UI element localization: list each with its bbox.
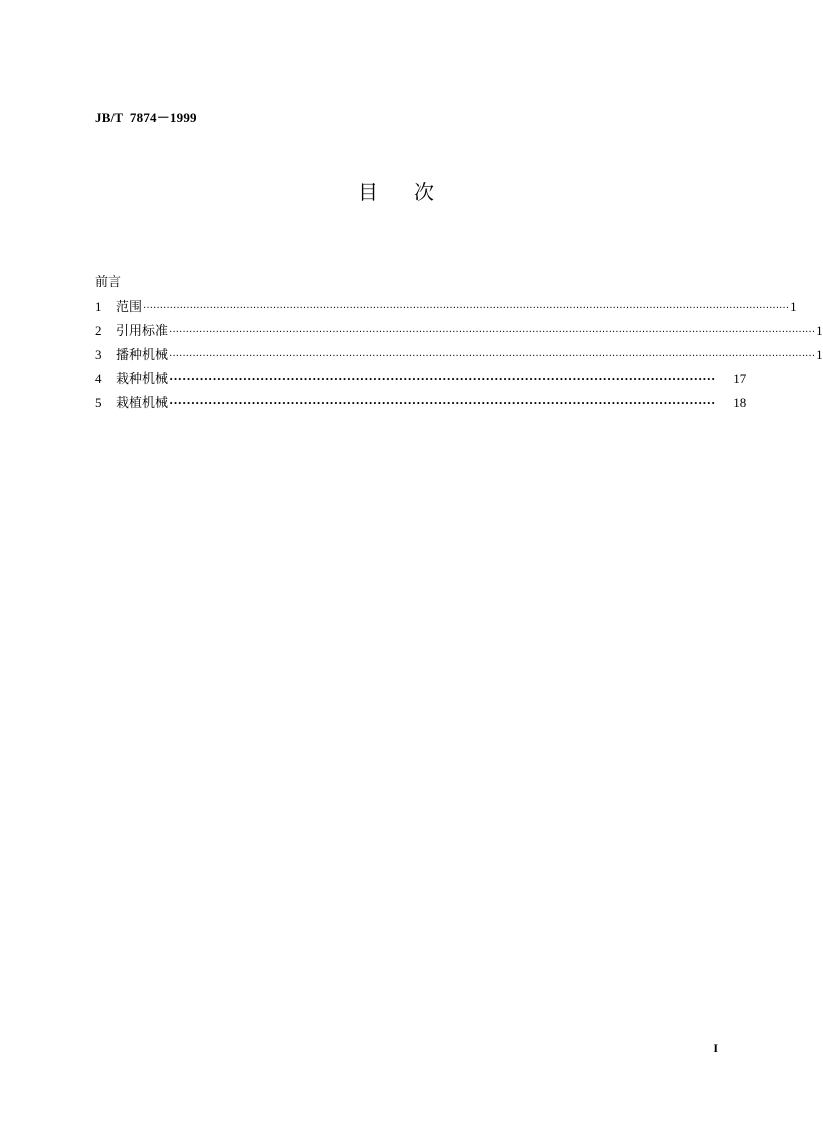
- toc-leader-dots: ··································································································································································································: [169, 327, 816, 338]
- toc-entry-label: 栽种机械: [116, 372, 169, 387]
- toc-entry-2[interactable]: [95, 321, 823, 345]
- standard-number: JB/T 7874－1999: [95, 110, 197, 125]
- toc-entry-page: 1: [790, 299, 797, 314]
- toc-entry-number: 3: [95, 347, 102, 362]
- toc-leader-dots: ··································································································································································································: [169, 351, 816, 362]
- toc-entry-1[interactable]: [95, 297, 797, 321]
- table-of-contents: [95, 273, 823, 417]
- toc-leader-dots: ··································································································································································································: [143, 303, 790, 314]
- toc-preface[interactable]: 前言: [95, 275, 122, 290]
- toc-entry-number: 2: [95, 323, 102, 338]
- toc-entry-5[interactable]: [95, 393, 747, 417]
- toc-entry-page: 1: [816, 323, 823, 338]
- toc-leader-dots: ······························································································································: [169, 395, 716, 410]
- toc-entry-4[interactable]: [95, 369, 747, 393]
- toc-entry-label: 引用标准: [116, 324, 169, 339]
- page-number: I: [713, 1041, 718, 1055]
- toc-entry-label: 范围: [116, 300, 143, 315]
- toc-entry-label: 栽植机械: [116, 396, 169, 411]
- toc-entry-number: 5: [95, 395, 102, 410]
- toc-entry-label: 播种机械: [116, 348, 169, 363]
- toc-entry-page: 18: [733, 395, 747, 410]
- toc-entry-page: 1: [816, 347, 823, 362]
- page-title: 目次: [358, 180, 470, 204]
- toc-entry-number: 1: [95, 299, 102, 314]
- toc-entry-number: 4: [95, 371, 102, 386]
- toc-entry-3[interactable]: [95, 345, 823, 369]
- toc-entry-page: 17: [733, 371, 747, 386]
- toc-leader-dots: ······························································································································: [169, 371, 716, 386]
